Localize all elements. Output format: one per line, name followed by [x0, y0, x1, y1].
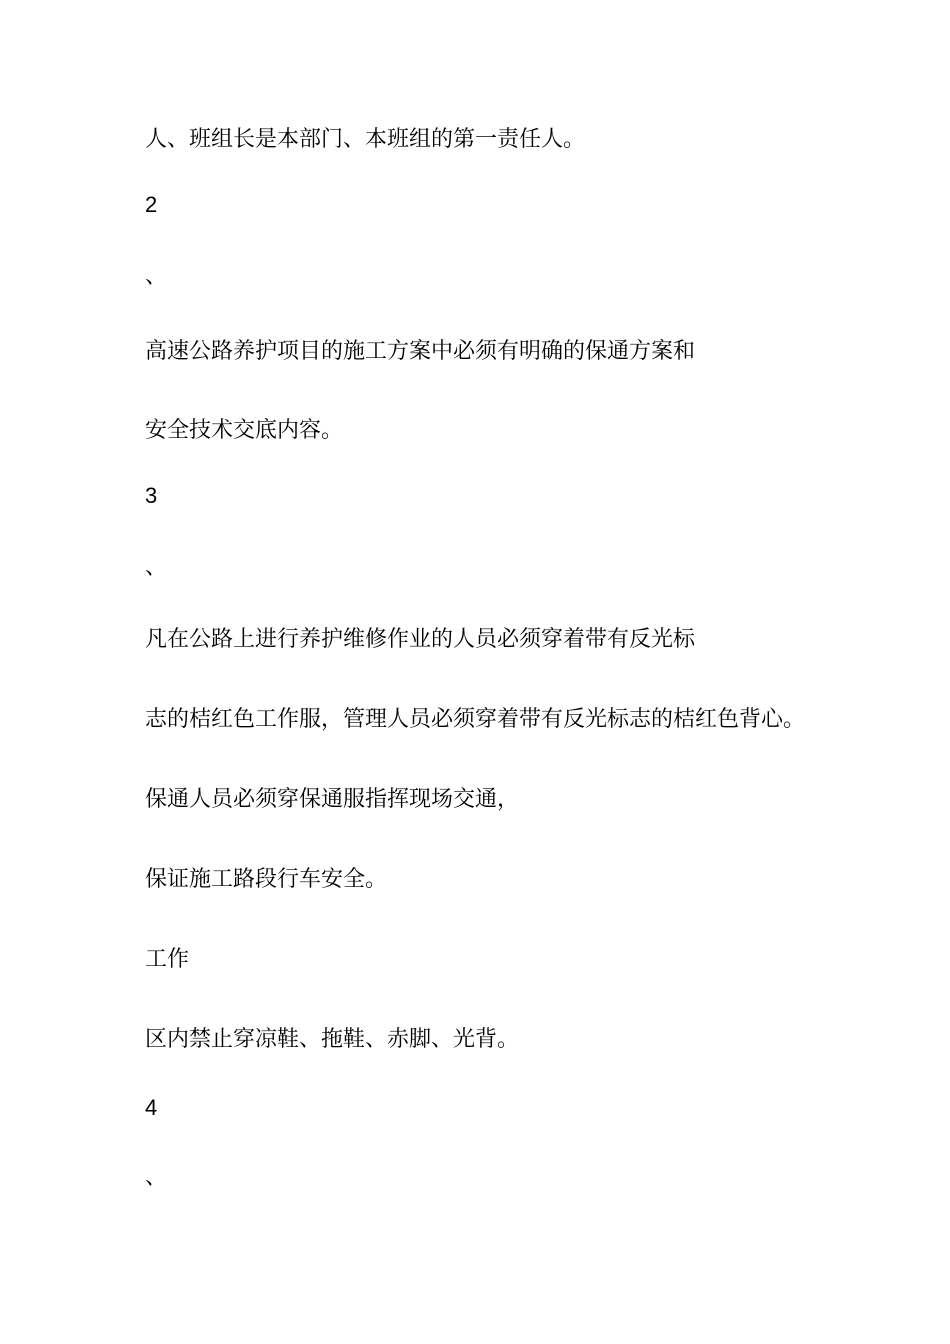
text-line: 志的桔红色工作服，管理人员必须穿着带有反光标志的桔红色背心。 — [145, 707, 806, 732]
text-line: 人、班组长是本部门、本班组的第一责任人。 — [145, 127, 586, 152]
text-line: 保通人员必须穿保通服指挥现场交通， — [145, 787, 520, 812]
text-line: 区内禁止穿凉鞋、拖鞋、赤脚、光背。 — [145, 1027, 520, 1052]
enumeration-mark: 、 — [145, 1165, 168, 1190]
text-line: 安全技术交底内容。 — [145, 418, 344, 443]
text-line: 凡在公路上进行养护维修作业的人员必须穿着带有反光标 — [145, 627, 696, 652]
item-number: 3 — [145, 483, 158, 508]
item-number: 4 — [145, 1095, 158, 1120]
text-line: 高速公路养护项目的施工方案中必须有明确的保通方案和 — [145, 339, 696, 364]
text-line: 工作 — [145, 947, 190, 972]
enumeration-mark: 、 — [145, 264, 168, 289]
enumeration-mark: 、 — [145, 555, 168, 580]
text-line: 保证施工路段行车安全。 — [145, 867, 388, 892]
item-number: 2 — [145, 192, 158, 217]
